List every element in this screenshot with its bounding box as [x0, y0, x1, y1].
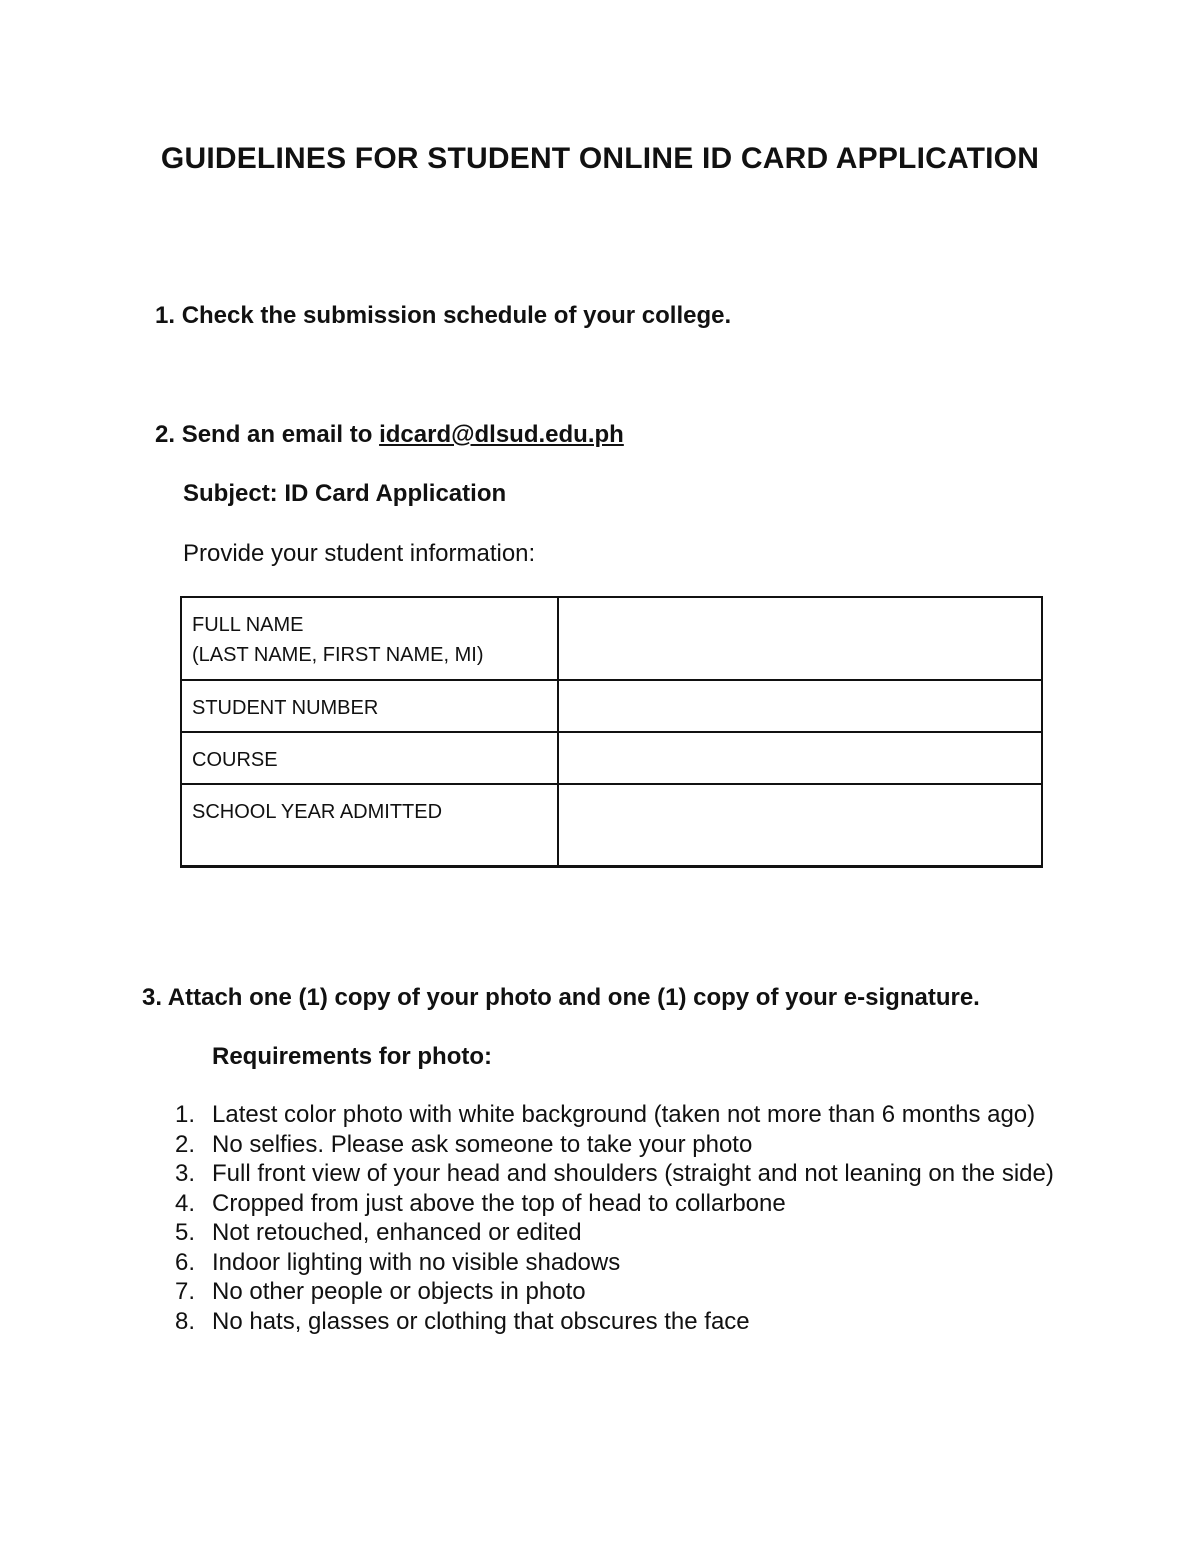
step-3-text: Attach one (1) copy of your photo and one (1) copy of your e-signature.: [167, 984, 980, 1011]
step-1-number: 1.: [155, 302, 176, 329]
table-row: [181, 732, 1042, 784]
list-item-text: Full front view of your head and shoulders (straight and not leaning on the side): [212, 1160, 1054, 1187]
table-row: [181, 597, 1042, 680]
list-item-text: Latest color photo with white background (taken not more than 6 months ago): [212, 1101, 1036, 1128]
list-item-text: Indoor lighting with no visible shadows: [212, 1248, 621, 1276]
list-item-number: 3.: [175, 1160, 196, 1187]
step-3: [142, 984, 980, 1012]
photo-requirements-list: [0, 1100, 1072, 1336]
full-name-label-line2: (LAST NAME, FIRST NAME, MI): [192, 644, 484, 666]
student-number-label: STUDENT NUMBER: [181, 680, 558, 732]
full-name-label-line1: FULL NAME: [192, 614, 304, 636]
list-item: [0, 1277, 1072, 1307]
list-item: [0, 1189, 1072, 1219]
list-item: [0, 1307, 1072, 1337]
list-item-text: Cropped from just above the top of head to collarbone: [212, 1189, 786, 1217]
course-label: COURSE: [181, 732, 558, 784]
list-item: [0, 1218, 1072, 1248]
step-3-number: 3.: [142, 984, 163, 1011]
list-item-number: 8.: [175, 1307, 196, 1335]
photo-requirements-heading: Requirements for photo:: [212, 1043, 492, 1070]
course-field[interactable]: [558, 732, 1042, 784]
list-item-text: No hats, glasses or clothing that obscures the face: [212, 1307, 750, 1335]
full-name-label: [181, 597, 558, 680]
email-subject: Subject: ID Card Application: [183, 480, 507, 507]
step-2-number: 2.: [155, 421, 176, 448]
table-row: [181, 784, 1042, 867]
student-number-field[interactable]: [558, 680, 1042, 732]
list-item-number: 1.: [175, 1101, 196, 1128]
list-item-number: 5.: [175, 1219, 196, 1246]
step-1: [155, 302, 731, 330]
step-2: [155, 421, 624, 449]
email-link[interactable]: idcard@dlsud.edu.ph: [379, 421, 624, 448]
list-item-number: 2.: [175, 1130, 196, 1158]
list-item-text: No selfies. Please ask someone to take your photo: [212, 1130, 753, 1158]
table-row: [181, 680, 1042, 732]
list-item-number: 6.: [175, 1248, 196, 1276]
list-item: [0, 1159, 1072, 1189]
list-item: [0, 1248, 1072, 1278]
list-item-number: 4.: [175, 1189, 196, 1217]
document-title: GUIDELINES FOR STUDENT ONLINE ID CARD APPLICATION: [160, 142, 1040, 175]
list-item: [0, 1100, 1072, 1130]
school-year-admitted-field[interactable]: [558, 784, 1042, 867]
list-item: [0, 1130, 1072, 1160]
list-item-number: 7.: [175, 1278, 196, 1305]
provide-info-instruction: Provide your student information:: [183, 540, 536, 567]
school-year-admitted-label: SCHOOL YEAR ADMITTED: [181, 784, 558, 867]
list-item-text: No other people or objects in photo: [212, 1278, 586, 1305]
step-2-text: Send an email to: [181, 421, 373, 448]
list-item-text: Not retouched, enhanced or edited: [212, 1219, 582, 1246]
student-info-table: [180, 596, 1043, 868]
full-name-field[interactable]: [558, 597, 1042, 680]
step-1-text: Check the submission schedule of your college.: [181, 302, 732, 329]
